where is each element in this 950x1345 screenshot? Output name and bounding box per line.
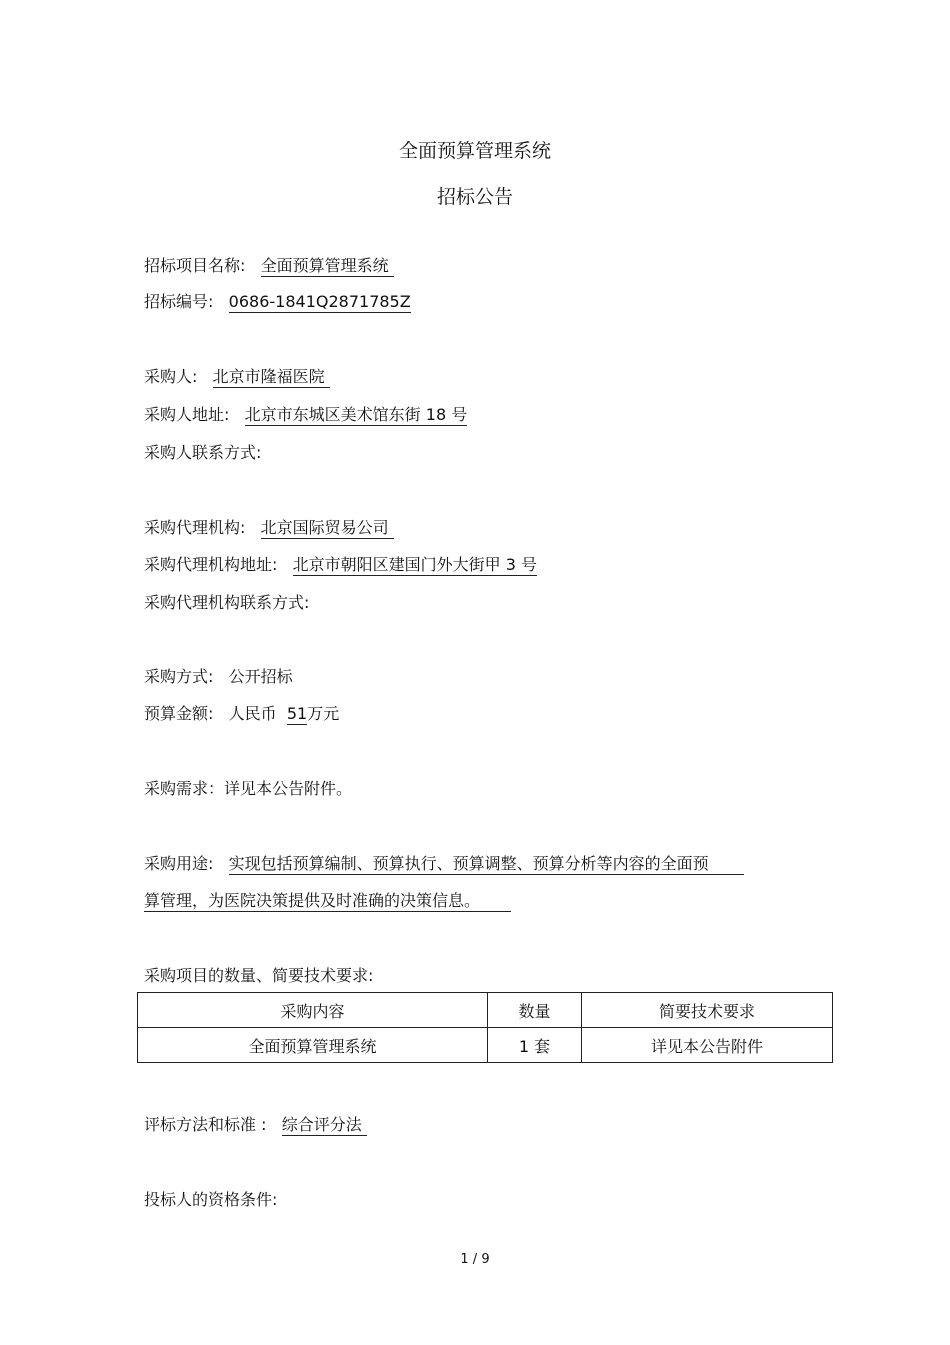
budget-amount: 51 — [286, 704, 308, 723]
evaluation-value: 综合评分法 — [282, 1115, 367, 1136]
table-intro: 采购项目的数量、简要技术要求: — [144, 966, 374, 985]
document-title: 全面预算管理系统 — [398, 140, 551, 162]
table-row — [138, 1028, 833, 1063]
method-row — [144, 664, 293, 687]
agency-label: 采购代理机构: — [144, 518, 246, 537]
agency-address-label: 采购代理机构地址: — [144, 555, 278, 574]
header-requirements: 简要技术要求 — [582, 993, 833, 1028]
table-header-row — [138, 993, 833, 1028]
purchaser-label: 采购人: — [144, 367, 198, 386]
cell-content: 全面预算管理系统 — [138, 1028, 488, 1063]
budget-unit: 万元 — [307, 704, 340, 723]
requirement-text: 采购需求：详见本公告附件。 — [144, 779, 353, 798]
cell-quantity: 1 套 — [488, 1028, 582, 1063]
purpose-label: 采购用途: — [144, 854, 214, 873]
bid-number-label: 招标编号: — [144, 292, 214, 311]
method-label: 采购方式: — [144, 667, 214, 686]
project-name-row — [144, 253, 394, 276]
cell-requirements: 详见本公告附件 — [582, 1028, 833, 1063]
evaluation-label: 评标方法和标准 : — [144, 1115, 267, 1134]
budget-label: 预算金额: — [144, 704, 214, 723]
agency-address-row — [144, 552, 537, 575]
agency-address-value: 北京市朝阳区建国门外大街甲 3 号 — [292, 555, 538, 574]
budget-prefix: 人民币 — [228, 704, 277, 723]
bid-number-value: 0686-1841Q2871785Z — [228, 292, 411, 311]
agency-contact-label: 采购代理机构联系方式: — [144, 593, 310, 612]
purchaser-address-label: 采购人地址: — [144, 405, 230, 424]
purchaser-row — [144, 364, 330, 387]
purchaser-address-row — [144, 402, 467, 425]
budget-row — [144, 701, 339, 724]
purpose-line2: 算管理，为医院决策提供及时准确的决策信息。 — [144, 891, 511, 912]
header-content: 采购内容 — [138, 993, 488, 1028]
purchaser-value: 北京市隆福医院 — [213, 367, 330, 388]
project-name-label: 招标项目名称: — [144, 256, 246, 275]
header-quantity: 数量 — [488, 993, 582, 1028]
agency-row — [144, 515, 394, 538]
purpose-continuation — [144, 888, 511, 911]
purchaser-contact-label: 采购人联系方式: — [144, 443, 262, 462]
purchaser-address-value: 北京市东城区美术馆东街 18 号 — [244, 405, 468, 424]
document-subtitle: 招标公告 — [436, 186, 513, 208]
requirements-table — [137, 992, 833, 1063]
agency-value: 北京国际贸易公司 — [261, 518, 394, 539]
bid-number-row — [144, 289, 411, 312]
project-name-value: 全面预算管理系统 — [261, 256, 394, 277]
page-number: 1 / 9 — [460, 1252, 490, 1267]
purpose-line1: 实现包括预算编制、预算执行、预算调整、预算分析等内容的全面预 — [229, 854, 745, 875]
purpose-row — [144, 851, 744, 874]
qualification-label: 投标人的资格条件: — [144, 1190, 278, 1209]
evaluation-row — [144, 1112, 367, 1135]
method-value: 公开招标 — [228, 667, 293, 686]
